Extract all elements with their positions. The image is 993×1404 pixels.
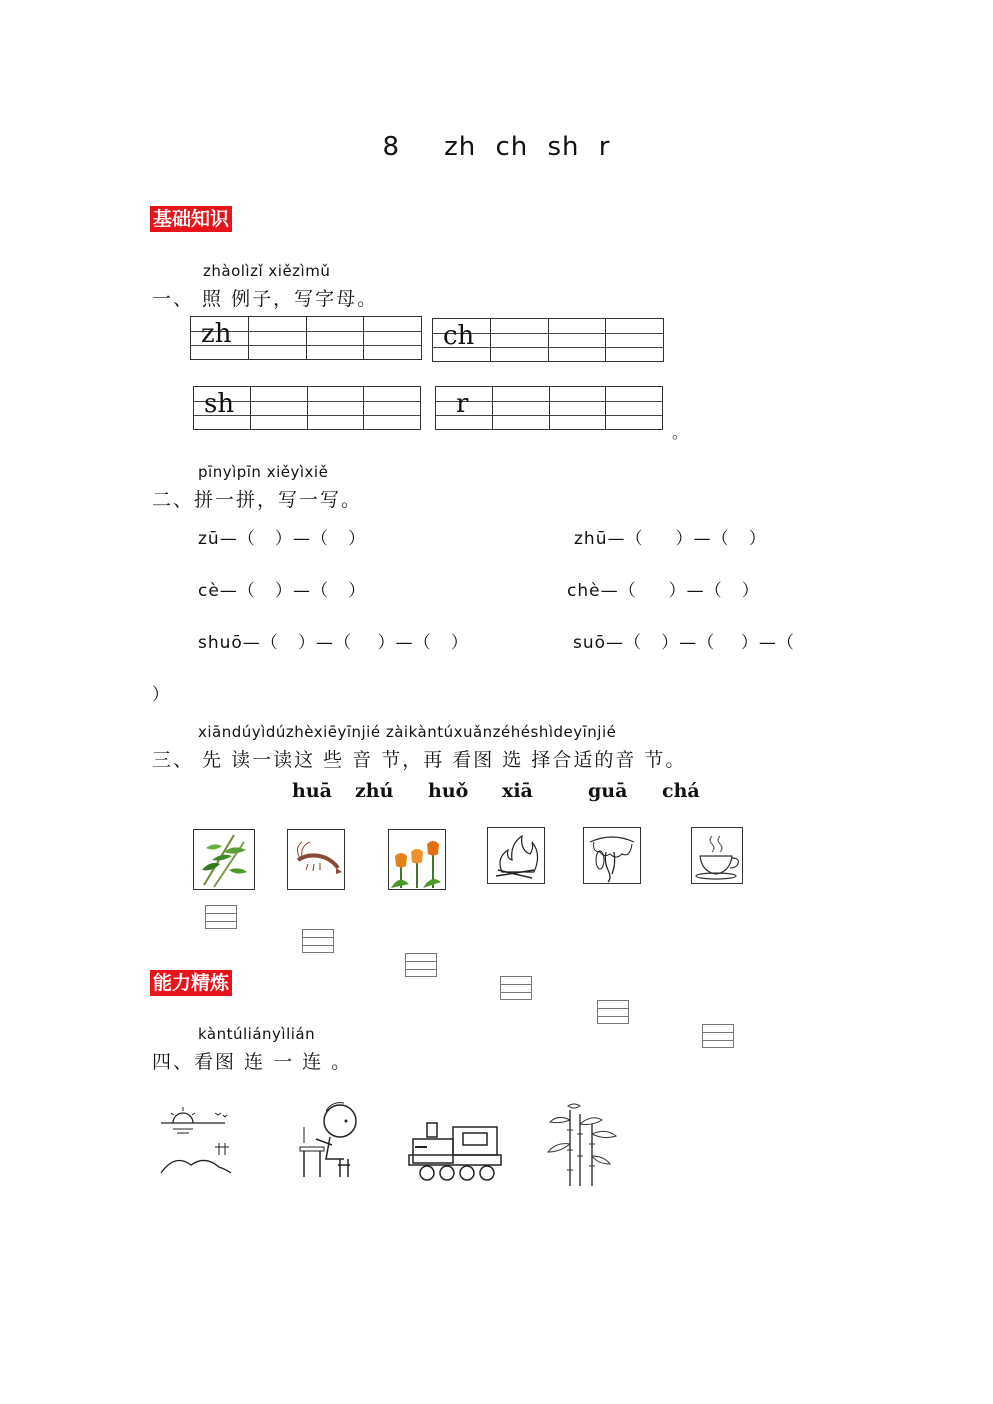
q4-pinyin: kàntúliányìlián xyxy=(198,1025,316,1043)
writing-grid-r xyxy=(435,386,663,430)
q3-pinyin: xiāndúyìdúzhèxiēyīnjié zàikàntúxuǎnzéhéshìdeyīnjié xyxy=(198,723,617,741)
bamboo-drawing xyxy=(540,1100,625,1188)
syllable-xia: xiā xyxy=(502,780,533,802)
answer-box[interactable] xyxy=(597,1000,629,1024)
student-image xyxy=(290,1097,370,1183)
q2-row-2-left: cè—（ ）—（ ） xyxy=(198,581,367,601)
q3-heading: 三、 先 读一读这 些 音 节，再 看图 选 择合适的音 节。 xyxy=(152,749,687,771)
sunrise-image xyxy=(155,1103,235,1183)
grid-example-letters: sh xyxy=(204,389,235,419)
train-image xyxy=(405,1117,505,1187)
q2-pinyin: pīnyìpīn xiěyìxiě xyxy=(198,463,329,481)
q2-row-1-left: zū—（ ）—（ ） xyxy=(198,529,367,549)
melon-image xyxy=(583,827,641,884)
q2-row-1-right: zhū—（ ）—（ ） xyxy=(574,529,767,549)
tulip-image xyxy=(388,829,446,890)
q2-overflow: ） xyxy=(152,685,170,705)
q2-row-3-right: suō—（ ）—（ ）—（ xyxy=(573,633,795,653)
lesson-number: 8 xyxy=(382,132,401,162)
shrimp-image xyxy=(287,829,345,890)
grid-example-letters: r xyxy=(456,389,469,419)
lesson-letters: zh ch sh r xyxy=(444,132,611,162)
bamboo-image xyxy=(193,829,255,890)
tea-cup-image xyxy=(691,827,743,884)
writing-grid-sh xyxy=(193,386,421,430)
answer-box[interactable] xyxy=(302,929,334,953)
grid-example-letters: zh xyxy=(201,319,232,349)
fire-image xyxy=(487,827,545,884)
answer-box[interactable] xyxy=(205,905,237,929)
q2-heading: 二、拼一拼，写一写。 xyxy=(152,489,363,511)
answer-box[interactable] xyxy=(702,1024,734,1048)
grid-example-letters: ch xyxy=(443,321,475,351)
q1-pinyin: zhàolìzǐ xiězìmǔ xyxy=(203,262,331,280)
answer-box[interactable] xyxy=(500,976,532,1000)
syllable-zhu: zhú xyxy=(355,780,394,802)
writing-grid-zh xyxy=(190,316,422,360)
q1-end-mark: 。 xyxy=(672,423,689,442)
writing-grid-ch xyxy=(432,318,664,362)
page-title xyxy=(0,132,993,162)
q4-heading: 四、看图 连 一 连 。 xyxy=(152,1051,353,1073)
syllable-huo: huǒ xyxy=(428,780,469,802)
section-tag-practice: 能力精炼 xyxy=(150,970,232,996)
syllable-cha: chá xyxy=(662,780,700,802)
syllable-hua: huā xyxy=(292,780,332,802)
q1-heading: 一、 照 例子，写字母。 xyxy=(152,288,379,310)
q2-row-2-right: chè—（ ）—（ ） xyxy=(567,581,760,601)
answer-box[interactable] xyxy=(405,953,437,977)
q2-row-3-left: shuō—（ ）—（ ）—（ ） xyxy=(198,633,469,653)
syllable-gua: guā xyxy=(588,780,628,802)
section-tag-basic: 基础知识 xyxy=(150,206,232,232)
